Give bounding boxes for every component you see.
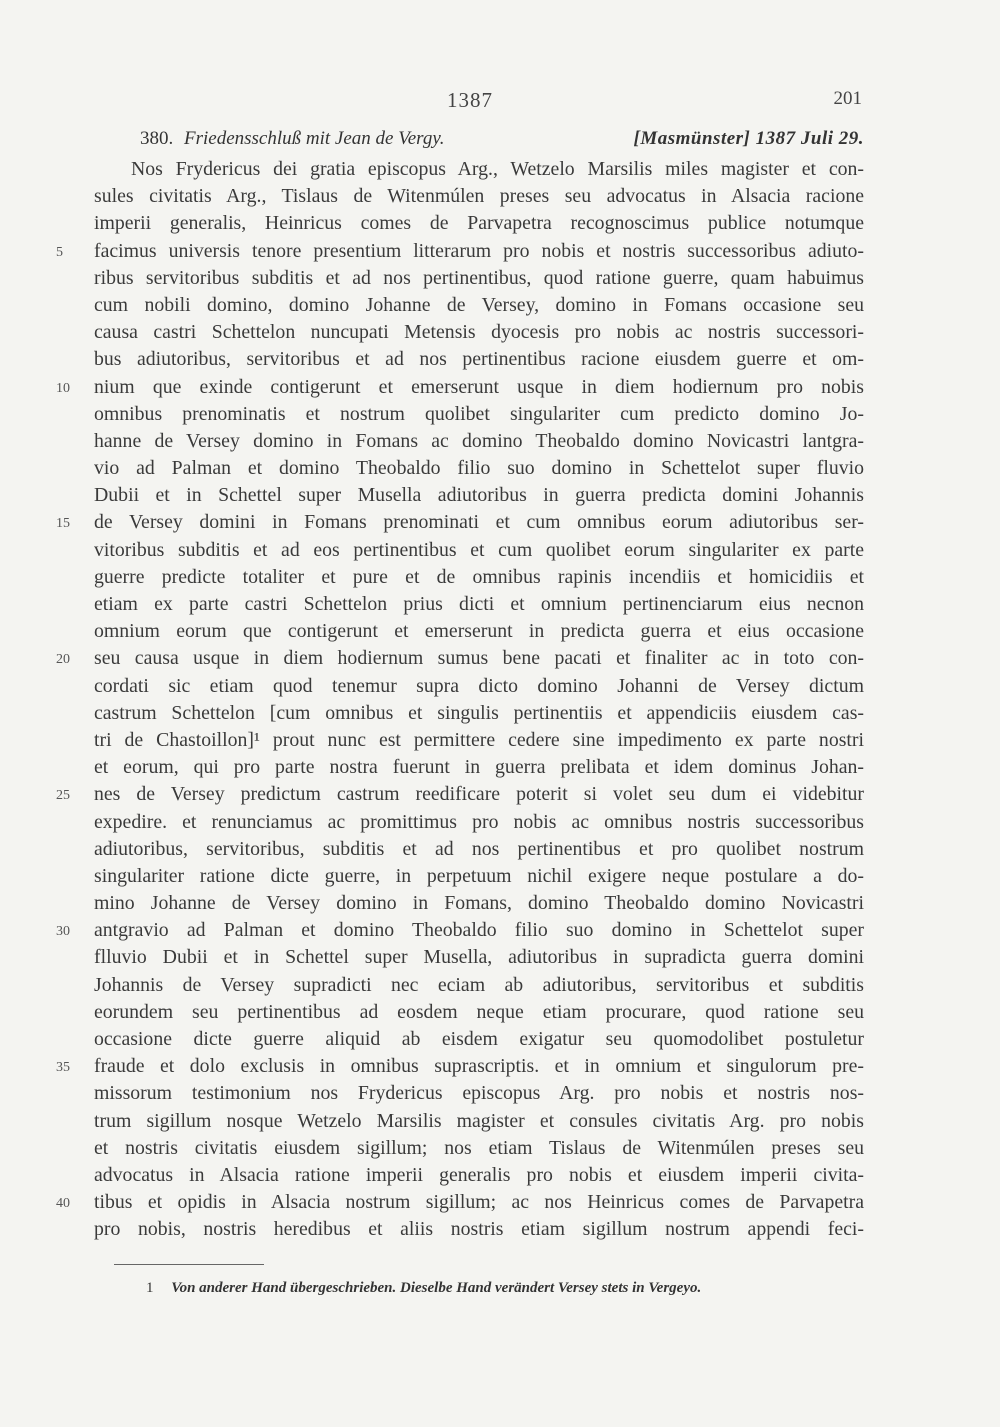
document-body <box>0 155 1000 1243</box>
text-line <box>0 563 1000 590</box>
line-text: Johannis de Versey supradicti nec eciam ab adiutoribus, servitoribus et subditis <box>94 973 864 996</box>
text-line <box>0 943 1000 970</box>
text-line <box>0 1215 1000 1242</box>
line-text: tibus et opidis in Alsacia nostrum sigillum; ac nos Heinricus comes de Parvapetra <box>94 1191 864 1214</box>
line-text: cum nobili domino, domino Johanne de Versey, domino in Fomans occasione seu <box>94 293 864 316</box>
line-text: nes de Versey predictum castrum reedificare poterit si volet seu dum ei videbitur <box>94 783 864 806</box>
document-heading <box>140 128 864 154</box>
line-text: imperii generalis, Heinricus comes de Parvapetra recognoscimus publice notumque <box>94 212 864 235</box>
line-text: bus adiutoribus, servitoribus et ad nos pertinentibus racione eiusdem guerre et om- <box>94 348 864 371</box>
line-text: Nos Frydericus dei gratia episcopus Arg., Wetzelo Marsilis miles magister et con- <box>131 158 864 180</box>
line-text: facimus universis tenore presentium litterarum pro nobis et nostris successoribus adiuto- <box>94 239 864 262</box>
line-number: 10 <box>56 380 70 396</box>
text-line <box>0 1079 1000 1106</box>
text-line <box>0 835 1000 862</box>
text-line <box>0 1134 1000 1161</box>
text-line <box>0 753 1000 780</box>
text-line <box>0 1161 1000 1188</box>
text-line <box>0 617 1000 644</box>
line-text: hanne de Versey domino in Fomans ac domino Theobaldo domino Novicastri lantgra- <box>94 429 864 452</box>
text-line <box>0 916 1000 943</box>
line-text: tri de Chastoillon]¹ prout nunc est permittere cedere sine impedimento ex parte nostri <box>94 728 864 751</box>
text-line <box>0 481 1000 508</box>
text-line <box>0 672 1000 699</box>
text-line <box>0 291 1000 318</box>
line-text: sules civitatis Arg., Tislaus de Witenmúlen preses seu advocatus in Alsacia racione <box>94 185 864 208</box>
footnote-mark: 1 <box>146 1280 154 1296</box>
text-line <box>0 862 1000 889</box>
text-line <box>0 373 1000 400</box>
text-line <box>0 427 1000 454</box>
footnote-text: Von anderer Hand übergeschrieben. Dieselbe Hand verändert Versey stets in Vergeyo. <box>171 1280 702 1296</box>
text-line <box>0 318 1000 345</box>
document-title: Friedensschluß mit Jean de Vergy. <box>184 128 445 149</box>
line-text: fraude et dolo exclusis in omnibus suprascriptis. et in omnium et singulorum pre- <box>94 1055 864 1078</box>
running-header-year: 1387 <box>447 88 493 112</box>
line-number: 20 <box>56 652 70 668</box>
line-number: 35 <box>56 1060 70 1076</box>
text-line <box>0 971 1000 998</box>
text-line <box>0 699 1000 726</box>
line-text: eorundem seu pertinentibus ad eosdem neque etiam procurare, quod ratione seu <box>94 1000 864 1023</box>
line-text: nium que exinde contigerunt et emerserunt usque in diem hodiernum pro nobis <box>94 375 864 398</box>
text-line <box>0 264 1000 291</box>
text-line <box>0 998 1000 1025</box>
line-number: 15 <box>56 516 70 532</box>
line-text: vitoribus subditis et ad eos pertinentibus et cum quolibet eorum singulariter ex parte <box>94 538 864 561</box>
line-text: guerre predicte totaliter et pure et de omnibus rapinis incendiis et homicidiis et <box>94 565 864 588</box>
line-number: 5 <box>56 244 63 260</box>
line-text: trum sigillum nosque Wetzelo Marsilis magister et consules civitatis Arg. pro nobis <box>94 1109 864 1132</box>
document-number: 380. <box>140 128 174 149</box>
line-text: et eorum, qui pro parte nostra fuerunt in guerra prelibata et idem dominus Johan- <box>94 756 864 779</box>
line-text: adiutoribus, servitoribus, subditis et ad nos pertinentibus et pro quolibet nostrum <box>94 837 864 860</box>
line-number: 40 <box>56 1196 70 1212</box>
line-text: expedire. et renunciamus ac promittimus pro nobis ac omnibus nostris successoribus <box>94 810 864 833</box>
text-line <box>0 590 1000 617</box>
line-text: vio ad Palman et domino Theobaldo filio suo domino in Schettelot super fluvio <box>94 457 864 480</box>
line-text: cordati sic etiam quod tenemur supra dicto domino Johanni de Versey dictum <box>94 674 864 697</box>
text-line <box>0 508 1000 535</box>
document-dating: [Masmünster] 1387 Juli 29. <box>633 128 864 149</box>
text-line <box>0 780 1000 807</box>
text-line <box>0 536 1000 563</box>
line-number: 30 <box>56 924 70 940</box>
line-text: causa castri Schettelon nuncupati Metensis dyocesis pro nobis ac nostris successori- <box>94 321 864 344</box>
text-line <box>0 345 1000 372</box>
text-line <box>0 808 1000 835</box>
text-line <box>0 454 1000 481</box>
text-line <box>0 400 1000 427</box>
text-line <box>0 1052 1000 1079</box>
line-text: missorum testimonium nos Frydericus episcopus Arg. pro nobis et nostris nos- <box>94 1082 864 1105</box>
line-text: mino Johanne de Versey domino in Fomans, domino Theobaldo domino Novicastri <box>94 892 864 915</box>
text-line <box>0 1188 1000 1215</box>
text-line <box>0 644 1000 671</box>
line-text: pro nobis, nostris heredibus et aliis nostris etiam sigillum nostrum appendi feci- <box>94 1218 864 1241</box>
text-line <box>0 1107 1000 1134</box>
line-text: castrum Schettelon [cum omnibus et singulis pertinentiis et appendiciis eiusdem cas- <box>94 701 864 724</box>
line-text: flluvio Dubii et in Schettel super Musella, adiutoribus in supradicta guerra domini <box>94 946 864 969</box>
line-text: et nostris civitatis eiusdem sigillum; nos etiam Tislaus de Witenmúlen preses seu <box>94 1136 864 1159</box>
text-line <box>0 889 1000 916</box>
text-line <box>0 209 1000 236</box>
text-line <box>0 155 1000 182</box>
text-line <box>0 237 1000 264</box>
text-line <box>0 1025 1000 1052</box>
line-text: ribus servitoribus subditis et ad nos pertinentibus, quod ratione guerre, quam habuimus <box>94 266 864 289</box>
footnote-divider <box>114 1264 264 1265</box>
text-line <box>0 726 1000 753</box>
line-number: 25 <box>56 788 70 804</box>
line-text: advocatus in Alsacia ratione imperii generalis pro nobis et eiusdem imperii civita- <box>94 1163 864 1186</box>
line-text: singulariter ratione dicte guerre, in perpetuum nichil exigere neque postulare a do- <box>94 864 864 887</box>
line-text: Dubii et in Schettel super Musella adiutoribus in guerra predicta domini Johannis <box>94 484 864 507</box>
line-text: occasione dicte guerre aliquid ab eisdem exigatur seu quomodolibet postuletur <box>94 1028 864 1050</box>
text-line <box>0 182 1000 209</box>
line-text: seu causa usque in diem hodiernum sumus bene pacati et finaliter ac in toto con- <box>94 647 864 670</box>
line-text: omnibus prenominatis et nostrum quolibet singulariter cum predicto domino Jo- <box>94 402 864 425</box>
line-text: etiam ex parte castri Schettelon prius dicti et omnium pertinenciarum eius necnon <box>94 593 864 615</box>
page-number: 201 <box>833 88 862 109</box>
line-text: antgravio ad Palman et domino Theobaldo filio suo domino in Schettelot super <box>94 919 864 942</box>
footnote <box>146 1280 864 1297</box>
line-text: omnium eorum que contigerunt et emerserunt in predicta guerra et eius occasione <box>94 620 864 643</box>
line-text: de Versey domini in Fomans prenominati et cum omnibus eorum adiutoribus ser- <box>94 511 864 534</box>
